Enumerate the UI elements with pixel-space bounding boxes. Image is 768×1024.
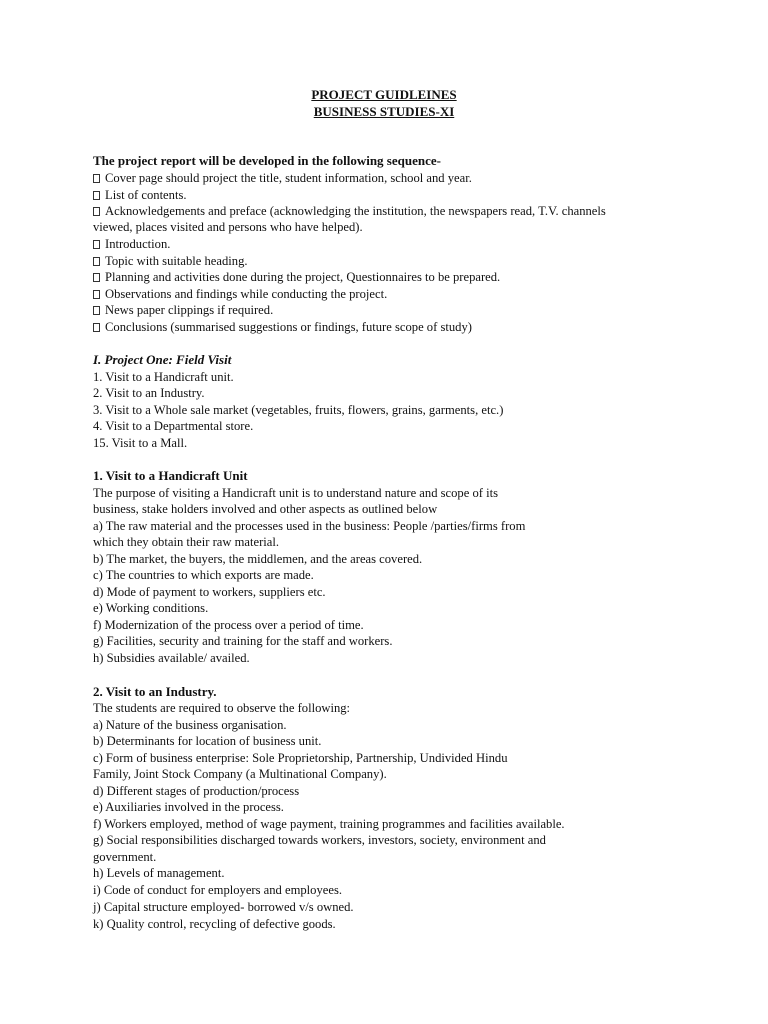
industry-heading: 2. Visit to an Industry. [93, 684, 217, 699]
checkbox-bullet-icon [93, 257, 100, 266]
industry-line: f) Workers employed, method of wage payment, training programmes and facilities available. [93, 817, 565, 831]
list-item: 2. Visit to an Industry. [93, 386, 205, 400]
industry-line: h) Levels of management. [93, 866, 225, 880]
page-title: PROJECT GUIDLEINES [311, 87, 457, 102]
sequence-item: Observations and findings while conducting the project. [93, 286, 693, 303]
list-item: 15. Visit to a Mall. [93, 436, 188, 450]
project-one-heading: I. Project One: Field Visit [93, 352, 232, 367]
industry-line: government. [93, 850, 157, 864]
industry-line: c) Form of business enterprise: Sole Proprietorship, Partnership, Undivided Hindu [93, 751, 508, 765]
handicraft-line: c) The countries to which exports are made. [93, 568, 314, 582]
checkbox-bullet-icon [93, 273, 100, 282]
handicraft-line: business, stake holders involved and other aspects as outlined below [93, 502, 438, 516]
sequence-item: News paper clippings if required. [93, 302, 693, 319]
checkbox-bullet-icon [93, 306, 100, 315]
industry-line: d) Different stages of production/process [93, 784, 300, 798]
sequence-item: Acknowledgements and preface (acknowledging the institution, the newspapers read, T.V. channels [93, 203, 693, 220]
list-item: 1. Visit to a Handicraft unit. [93, 370, 234, 384]
page-subtitle: BUSINESS STUDIES-XI [313, 104, 455, 119]
industry-line: k) Quality control, recycling of defective goods. [93, 917, 336, 931]
list-item: 3. Visit to a Whole sale market (vegetables, fruits, flowers, grains, garments, etc.) [93, 403, 504, 417]
sequence-item: Introduction. [93, 236, 693, 253]
handicraft-line: b) The market, the buyers, the middlemen, and the areas covered. [93, 552, 423, 566]
industry-line: e) Auxiliaries involved in the process. [93, 800, 284, 814]
sequence-item: Topic with suitable heading. [93, 253, 693, 270]
sequence-item-continued: viewed, places visited and persons who have helped). [93, 220, 363, 234]
industry-line: j) Capital structure employed- borrowed v/s owned. [93, 900, 354, 914]
handicraft-line: The purpose of visiting a Handicraft unit is to understand nature and scope of its [93, 486, 498, 500]
industry-line: Family, Joint Stock Company (a Multinational Company). [93, 767, 387, 781]
industry-line: g) Social responsibilities discharged towards workers, investors, society, environment and [93, 833, 546, 847]
handicraft-heading: 1. Visit to a Handicraft Unit [93, 468, 248, 483]
checkbox-bullet-icon [93, 207, 100, 216]
checkbox-bullet-icon [93, 191, 100, 200]
checkbox-bullet-icon [93, 174, 100, 183]
sequence-item: Cover page should project the title, student information, school and year. [93, 170, 693, 187]
handicraft-line: f) Modernization of the process over a period of time. [93, 618, 364, 632]
handicraft-line: a) The raw material and the processes used in the business: People /parties/firms from [93, 519, 526, 533]
industry-line: i) Code of conduct for employers and employees. [93, 883, 343, 897]
checkbox-bullet-icon [93, 290, 100, 299]
list-item: 4. Visit to a Departmental store. [93, 419, 254, 433]
checkbox-bullet-icon [93, 240, 100, 249]
handicraft-line: which they obtain their raw material. [93, 535, 280, 549]
sequence-item: Planning and activities done during the project, Questionnaires to be prepared. [93, 269, 693, 286]
industry-line: a) Nature of the business organisation. [93, 718, 287, 732]
industry-line: b) Determinants for location of business unit. [93, 734, 322, 748]
sequence-heading: The project report will be developed in the following sequence- [93, 153, 441, 168]
industry-line: The students are required to observe the following: [93, 701, 351, 715]
handicraft-line: e) Working conditions. [93, 601, 209, 615]
sequence-item: List of contents. [93, 187, 693, 204]
handicraft-line: h) Subsidies available/ availed. [93, 651, 250, 665]
sequence-item: Conclusions (summarised suggestions or findings, future scope of study) [93, 319, 693, 336]
checkbox-bullet-icon [93, 323, 100, 332]
handicraft-line: g) Facilities, security and training for the staff and workers. [93, 634, 393, 648]
handicraft-line: d) Mode of payment to workers, suppliers etc. [93, 585, 326, 599]
